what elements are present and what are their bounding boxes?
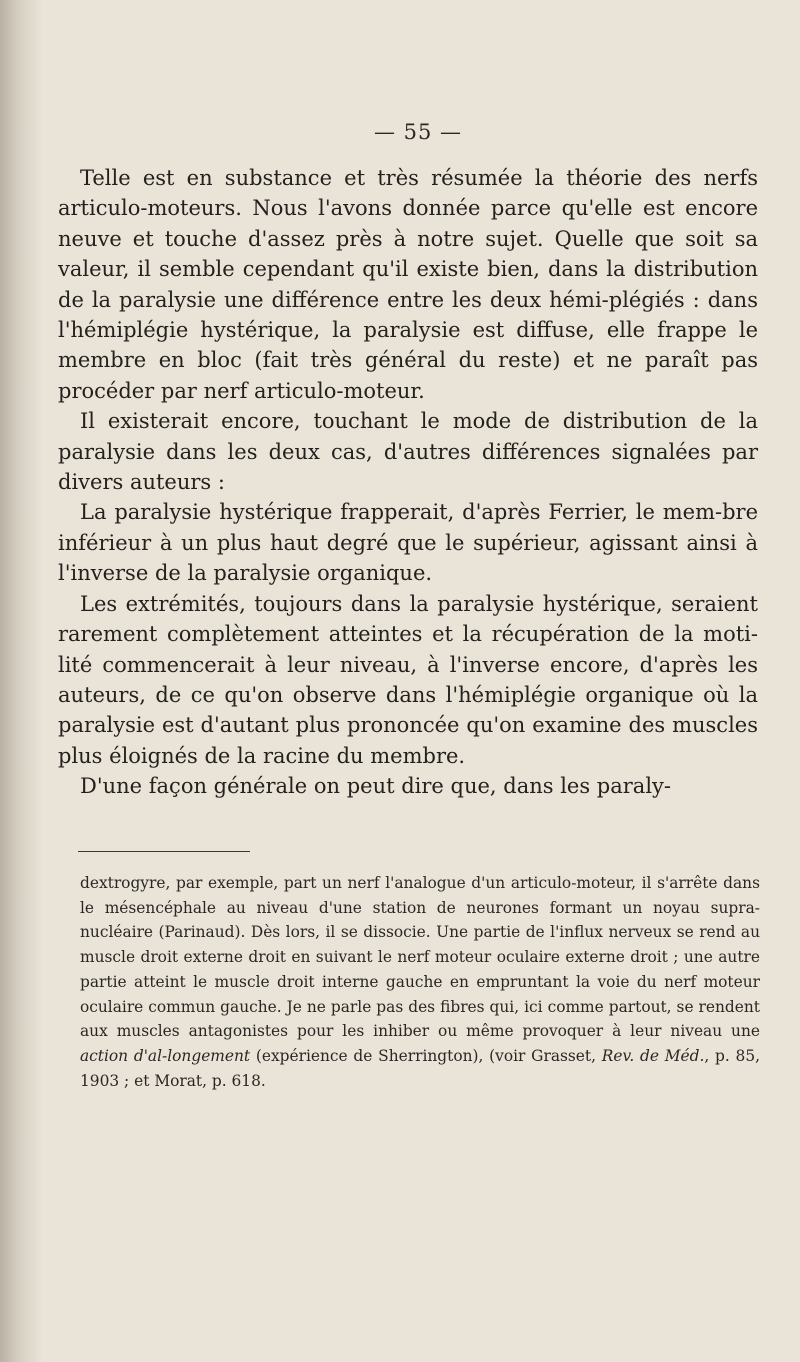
paragraph-5: D'une façon générale on peut dire que, dans les paraly- xyxy=(80,774,671,799)
paragraph-4: Les extrémités, toujours dans la paralysie hystérique, seraient rarement complètement atteintes et la récupération de la moti-lité commencerait à leur niveau, à l'inverse encore, d'après les auteurs, de ce qu'on observe dans l'hémiplégie organique où la paralysie est d'autant plus prononcée qu'on examine des muscles plus éloignés de la racine du membre. xyxy=(58,591,758,768)
footnote-text xyxy=(80,871,760,1093)
footnote-part-1: dextrogyre, par exemple, part un nerf l'analogue d'un articulo-moteur, il s'arrête dans le mésencéphale au niveau d'une station de neurones formant un noyau supra-nucléaire (Parinaud). Dès lors, il se dissocie. Une partie de l'influx nerveux se rend au muscle droit externe droit en suivant le nerf moteur oculaire externe droit ; une autre partie atteint le muscle droit interne gauche en empruntant la voie du nerf moteur oculaire commun gauche. Je ne parle pas des fibres qui, ici comme partout, se rendent aux muscles antagonistes pour les inhiber ou même provoquer à leur niveau une xyxy=(80,874,760,1041)
paragraph-2: Il existerait encore, touchant le mode de distribution de la paralysie dans les deux cas, d'autres différences signalées par divers auteurs : xyxy=(58,409,758,495)
footnote-journal-title: Rev. de Méd. xyxy=(601,1046,705,1065)
page-edge-shadow xyxy=(0,0,42,1362)
footnote-part-2: (expérience de Sherrington), (voir Grasset, xyxy=(250,1046,602,1065)
footnote-italic-term: action d'al-longement xyxy=(80,1046,251,1065)
paragraph-3: La paralysie hystérique frapperait, d'après Ferrier, le mem-bre inférieur à un plus haut degré que le supérieur, agissant ainsi à l'inverse de la paralysie organique. xyxy=(58,500,758,586)
footnote xyxy=(80,871,760,1093)
footnote-part-3: , p. 85, 1903 ; et Morat, p. 618. xyxy=(80,1046,761,1090)
document-page xyxy=(58,0,778,1362)
main-text xyxy=(58,163,758,802)
footnote-separator xyxy=(78,851,250,852)
paragraph-1: Telle est en substance et très résumée la théorie des nerfs articulo-moteurs. Nous l'avons donnée parce qu'elle est encore neuve et touche d'assez près à notre sujet. Quelle que soit sa valeur, il semble cependant qu'il existe bien, dans la distribution de la paralysie une différence entre les deux hémi-plégiés : dans l'hémiplégie hystérique, la paralysie est diffuse, elle frappe le membre en bloc (fait très général du reste) et ne paraît pas procéder par nerf articulo-moteur. xyxy=(58,166,758,403)
page-number: — 55 — xyxy=(373,120,463,144)
